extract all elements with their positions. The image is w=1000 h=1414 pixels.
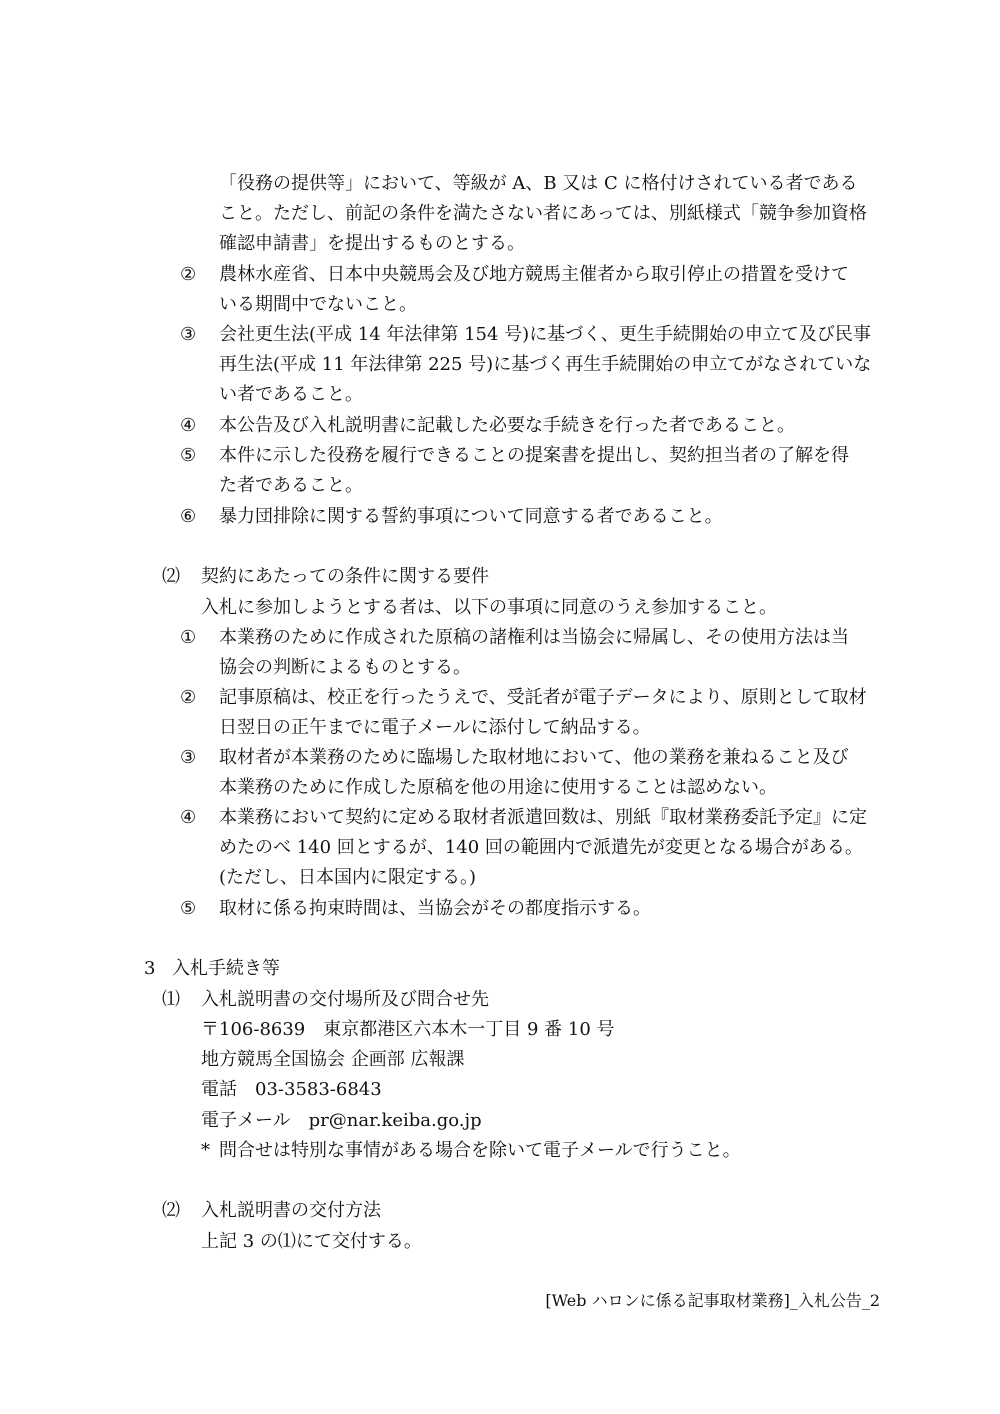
list-item-line: 記事原稿は、校正を行ったうえで、受託者が電子データにより、原則として取材 [219,687,867,708]
subsection-heading: 契約にあたっての条件に関する要件 [201,566,489,587]
list-item-line: い者であること。 [219,384,363,405]
list-item-line: (ただし、日本国内に限定する。) [219,867,477,888]
list-item-line: 取材に係る拘束時間は、当協会がその都度指示する。 [219,898,651,919]
contact-email: 電子メール pr@nar.keiba.go.jp [201,1110,482,1131]
list-marker: ④ [180,807,197,828]
list-item-line: めたのべ 140 回とするが、140 回の範囲内で派遣先が変更となる場合がある。 [219,837,863,858]
list-item-line: 本業務のために作成された原稿の諸権利は当協会に帰属し、その使用方法は当 [219,627,849,648]
paragraph-line: こと。ただし、前記の条件を満たさない者にあっては、別紙様式「競争参加資格 [219,203,867,224]
list-marker: ② [180,687,197,708]
note-asterisk: * [201,1140,210,1161]
list-item-line: 本公告及び入札説明書に記載した必要な手続きを行った者であること。 [219,415,795,436]
list-item-line: 日翌日の正午までに電子メールに添付して納品する。 [219,717,651,738]
section-heading: 入札手続き等 [172,958,280,979]
contact-address: 〒106-8639 東京都港区六本木一丁目 9 番 10 号 [201,1019,615,1040]
list-item-line: 暴力団排除に関する誓約事項について同意する者であること。 [219,506,723,527]
list-marker: ① [180,627,197,648]
list-marker: ⑥ [180,506,197,527]
note-text: 問合せは特別な事情がある場合を除いて電子メールで行うこと。 [219,1140,741,1161]
section-number: 3 [144,958,156,979]
list-marker: ③ [180,747,197,768]
contact-organization: 地方競馬全国協会 企画部 広報課 [201,1049,465,1070]
list-item-line: 農林水産省、日本中央競馬会及び地方競馬主催者から取引停止の措置を受けて [219,264,849,285]
list-marker: ⑤ [180,445,197,466]
page-footer: [Web ハロンに係る記事取材業務]_入札公告_2 [545,1291,880,1310]
paragraph-line: 確認申請書」を提出するものとする。 [219,233,525,254]
list-item-line: いる期間中でないこと。 [219,294,417,315]
contact-phone: 電話 03-3583-6843 [201,1079,382,1100]
paragraph-line: 「役務の提供等」において、等級が A、B 又は C に格付けされている者である [219,173,858,194]
list-item-line: 取材者が本業務のために臨場した取材地において、他の業務を兼ねること及び [219,747,849,768]
paragraph-line: 上記 3 の⑴にて交付する。 [201,1231,422,1252]
list-marker: ② [180,264,197,285]
list-item-line: 本業務において契約に定める取材者派遣回数は、別紙『取材業務委託予定』に定 [219,807,867,828]
list-item-line: た者であること。 [219,475,363,496]
subsection-heading: 入札説明書の交付方法 [201,1200,381,1221]
list-marker: ③ [180,324,197,345]
subsection-number: ⑴ [162,989,180,1010]
list-marker: ⑤ [180,898,197,919]
list-marker: ④ [180,415,197,436]
subsection-number: ⑵ [162,566,180,587]
subsection-heading: 入札説明書の交付場所及び問合せ先 [201,989,489,1010]
list-item-line: 協会の判断によるものとする。 [219,657,471,678]
subsection-number: ⑵ [162,1200,180,1221]
list-item-line: 本業務のために作成した原稿を他の用途に使用することは認めない。 [219,777,777,798]
list-item-line: 再生法(平成 11 年法律第 225 号)に基づく再生手続開始の申立てがなされていな [219,354,872,375]
list-item-line: 本件に示した役務を履行できることの提案書を提出し、契約担当者の了解を得 [219,445,849,466]
list-item-line: 会社更生法(平成 14 年法律第 154 号)に基づく、更生手続開始の申立て及び民事 [219,324,871,345]
paragraph-line: 入札に参加しようとする者は、以下の事項に同意のうえ参加すること。 [201,597,777,618]
